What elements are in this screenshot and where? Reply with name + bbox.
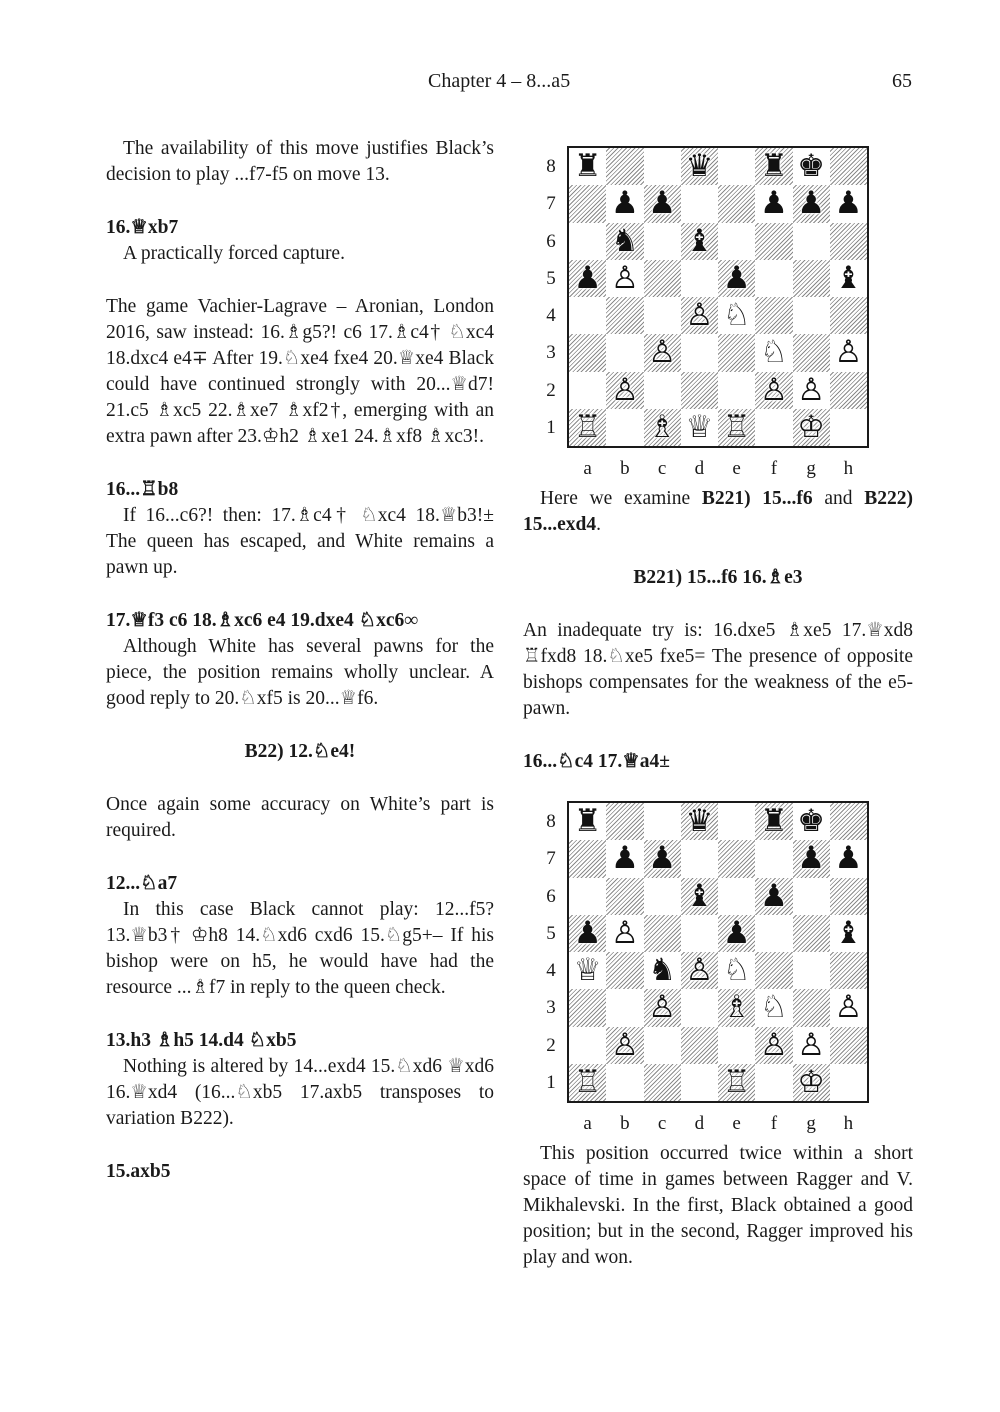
board-square — [644, 1027, 681, 1064]
rank-label: 7 — [546, 848, 556, 870]
board-square — [830, 334, 867, 371]
board-square — [793, 223, 830, 260]
move-heading-15: 15.axb5 — [106, 1161, 171, 1182]
board-square — [793, 878, 830, 915]
board-square — [681, 372, 718, 409]
black-rook-icon: ♜ — [759, 803, 788, 840]
board-square — [681, 1027, 718, 1064]
board-square — [681, 409, 718, 446]
chapter-title: Chapter 4 – 8...a5 — [428, 70, 571, 92]
board-square — [718, 297, 755, 334]
black-pawn-icon: ♟ — [648, 185, 677, 222]
black-pawn-icon: ♟ — [797, 185, 826, 222]
board-square — [755, 952, 792, 989]
black-pawn-icon: ♟ — [573, 914, 602, 951]
file-label: h — [843, 458, 854, 479]
board-square — [755, 878, 792, 915]
board-square — [569, 803, 606, 840]
board-square — [644, 952, 681, 989]
file-label: g — [806, 1113, 816, 1134]
board-square — [681, 803, 718, 840]
white-queen-icon: ♕ — [685, 408, 714, 445]
white-pawn-icon: ♙ — [648, 334, 677, 371]
white-pawn-icon: ♙ — [685, 952, 714, 989]
white-knight-icon: ♘ — [759, 334, 788, 371]
white-pawn-icon: ♙ — [797, 371, 826, 408]
board-square — [830, 915, 867, 952]
move-16-note: A practically forced capture. — [123, 243, 345, 264]
black-king-icon: ♚ — [797, 803, 826, 840]
board-square — [830, 878, 867, 915]
board-square — [644, 297, 681, 334]
board-square — [569, 297, 606, 334]
white-queen-icon: ♕ — [573, 952, 602, 989]
board-square — [755, 840, 792, 877]
board-square — [681, 989, 718, 1026]
b22-paragraph: Once again some accuracy on White’s part is required. — [106, 794, 494, 841]
black-queen-icon: ♛ — [685, 803, 714, 840]
black-queen-icon: ♛ — [685, 148, 714, 185]
white-pawn-icon: ♙ — [648, 989, 677, 1026]
black-king-icon: ♚ — [797, 148, 826, 185]
file-label: e — [732, 458, 741, 479]
board-square — [793, 840, 830, 877]
board-square — [755, 372, 792, 409]
rank-label: 7 — [546, 193, 556, 215]
board-square — [606, 409, 643, 446]
game-note-paragraph: The game Vachier-Lagrave – Aronian, London 2016, saw instead: 16.♗g5?! c6 17.♗c4† ♘xc4 18.dxc4 e4∓ After 19.♘xe4 fxe4 20.♕xe4 Black could have continued strongly with 20...♕d7! 21.c5 ♗xc5 22.♗xe7 ♗xf2†, emerging with an extra pawn after 23.♔h2 ♗xe1 24.♗xf8 ♗xc3!. — [106, 296, 494, 447]
board-square — [755, 223, 792, 260]
board-square — [718, 840, 755, 877]
board-square — [793, 297, 830, 334]
white-rook-icon: ♖ — [573, 1063, 602, 1100]
black-knight-icon: ♞ — [610, 222, 639, 259]
file-label: c — [657, 1113, 667, 1134]
board-square — [606, 148, 643, 185]
section-heading-b22: B22) 12.♘e4! — [244, 741, 356, 762]
board-square — [644, 803, 681, 840]
board-square — [569, 1027, 606, 1064]
board-square — [793, 372, 830, 409]
file-labels — [567, 1111, 869, 1137]
black-rook-icon: ♜ — [759, 148, 788, 185]
board-square — [606, 334, 643, 371]
board-square — [569, 185, 606, 222]
board-square — [681, 1064, 718, 1101]
white-king-icon: ♔ — [797, 1063, 826, 1100]
rank-label: 6 — [546, 885, 556, 907]
board-square — [681, 297, 718, 334]
board-square — [681, 915, 718, 952]
board-square — [718, 223, 755, 260]
board-square — [830, 260, 867, 297]
board-square — [681, 840, 718, 877]
board-square — [644, 840, 681, 877]
board-square — [793, 334, 830, 371]
black-pawn-icon: ♟ — [573, 259, 602, 296]
white-bishop-icon: ♗ — [648, 408, 677, 445]
white-rook-icon: ♖ — [722, 1063, 751, 1100]
black-bishop-icon: ♝ — [834, 914, 863, 951]
move-heading-16b: 16...♖b8 — [106, 479, 179, 500]
board-square — [681, 223, 718, 260]
board-square — [644, 409, 681, 446]
board-square — [606, 989, 643, 1026]
white-pawn-icon: ♙ — [685, 297, 714, 334]
file-label: d — [694, 1113, 705, 1134]
board-square — [755, 1064, 792, 1101]
black-knight-icon: ♞ — [648, 952, 677, 989]
board-square — [793, 952, 830, 989]
diagram-intro-paragraph — [523, 486, 913, 538]
right-column — [523, 136, 913, 1271]
black-pawn-icon: ♟ — [759, 877, 788, 914]
white-pawn-icon: ♙ — [834, 334, 863, 371]
move-16b-note: If 16...c6?! then: 17.♗c4† ♘xc4 18.♕b3!± The queen has escaped, and White remains a pawn up. — [106, 505, 494, 578]
board-square — [755, 297, 792, 334]
final-paragraph: This position occurred twice within a short space of time in games between Ragger and V. Mikhalevski. In the first, Black obtained a good position; but in the second, Ragger improved his play and won. — [523, 1143, 913, 1268]
file-label: b — [620, 458, 630, 479]
board-square — [569, 1064, 606, 1101]
running-head — [0, 70, 1000, 100]
board-square — [755, 409, 792, 446]
board-square — [644, 915, 681, 952]
board-square — [644, 878, 681, 915]
board-square — [681, 952, 718, 989]
board-square — [606, 915, 643, 952]
move-12-note: In this case Black cannot play: 12...f5? 13.♕b3† ♔h8 14.♘xd6 cxd6 15.♘g5+– If his bishop were on h5, he would have had the resource ...♗f7 in reply to the queen check. — [106, 899, 494, 998]
chess-diagram-1 — [523, 140, 913, 486]
black-pawn-icon: ♟ — [610, 840, 639, 877]
board-square — [681, 185, 718, 222]
left-column — [106, 136, 494, 1185]
board-square — [569, 409, 606, 446]
board-square — [569, 840, 606, 877]
board-square — [606, 185, 643, 222]
board-square — [793, 915, 830, 952]
white-pawn-icon: ♙ — [610, 371, 639, 408]
board-square — [606, 223, 643, 260]
board-square — [718, 1027, 755, 1064]
file-labels — [567, 456, 869, 482]
board-square — [718, 803, 755, 840]
rank-label: 1 — [546, 1071, 556, 1093]
rank-label: 3 — [546, 997, 556, 1019]
board-square — [755, 148, 792, 185]
section-heading-b221: B221) 15...f6 16.♗e3 — [633, 567, 803, 588]
board-square — [644, 223, 681, 260]
board-square — [830, 1064, 867, 1101]
board-square — [718, 915, 755, 952]
board-square — [644, 334, 681, 371]
chess-board — [567, 146, 869, 448]
black-rook-icon: ♜ — [573, 148, 602, 185]
board-square — [644, 148, 681, 185]
board-square — [755, 334, 792, 371]
file-label: a — [583, 458, 592, 479]
board-square — [755, 260, 792, 297]
board-square — [755, 185, 792, 222]
board-square — [569, 260, 606, 297]
white-pawn-icon: ♙ — [759, 371, 788, 408]
board-square — [718, 334, 755, 371]
intro-paragraph: The availability of this move justifies Black’s decision to play ...f7-f5 on move 13. — [106, 138, 494, 185]
file-label: h — [843, 1113, 854, 1134]
board-square — [569, 915, 606, 952]
black-rook-icon: ♜ — [573, 803, 602, 840]
intro-text-part: Here we examine — [540, 488, 702, 509]
board-square — [606, 260, 643, 297]
board-square — [830, 297, 867, 334]
board-square — [830, 372, 867, 409]
board-square — [569, 952, 606, 989]
board-square — [755, 989, 792, 1026]
board-square — [606, 1064, 643, 1101]
black-pawn-icon: ♟ — [759, 185, 788, 222]
board-square — [644, 1064, 681, 1101]
board-square — [755, 915, 792, 952]
variation-b222-ref: B222) 15...exd4 — [523, 488, 914, 535]
chess-diagram-2 — [523, 795, 913, 1141]
board-square — [830, 989, 867, 1026]
board-square — [793, 803, 830, 840]
black-pawn-icon: ♟ — [797, 840, 826, 877]
board-square — [644, 260, 681, 297]
file-label: b — [620, 1113, 630, 1134]
black-pawn-icon: ♟ — [722, 914, 751, 951]
board-square — [718, 1064, 755, 1101]
file-label: d — [694, 458, 705, 479]
black-bishop-icon: ♝ — [834, 259, 863, 296]
board-square — [606, 803, 643, 840]
move-17-note: Although White has several pawns for the piece, the position remains wholly unclear. A good reply to 20.♘xf5 is 20...♕f6. — [106, 636, 494, 709]
black-bishop-icon: ♝ — [685, 222, 714, 259]
board-square — [830, 840, 867, 877]
board-square — [830, 803, 867, 840]
board-square — [718, 878, 755, 915]
white-pawn-icon: ♙ — [759, 1026, 788, 1063]
rank-label: 4 — [546, 960, 556, 981]
rank-label: 2 — [546, 1034, 556, 1056]
board-square — [793, 185, 830, 222]
move-13-note: Nothing is altered by 14...exd4 15.♘xd6 ♕xd6 16.♕xd4 (16...♘xb5 17.axb5 transposes to variation B222). — [106, 1056, 494, 1129]
black-pawn-icon: ♟ — [834, 840, 863, 877]
white-pawn-icon: ♙ — [797, 1026, 826, 1063]
rank-label: 2 — [546, 379, 556, 401]
move-heading-16: 16.♕xb7 — [106, 217, 179, 238]
white-pawn-icon: ♙ — [610, 259, 639, 296]
board-square — [830, 409, 867, 446]
board-square — [718, 989, 755, 1026]
board-square — [830, 1027, 867, 1064]
white-pawn-icon: ♙ — [610, 1026, 639, 1063]
b221-paragraph: An inadequate try is: 16.dxe5 ♗xe5 17.♕xd8 ♖fxd8 18.♘xe5 fxe5= The presence of opposite bishops compensates for the weakness of the e5-pawn. — [523, 620, 913, 719]
board-square — [569, 334, 606, 371]
black-bishop-icon: ♝ — [685, 877, 714, 914]
white-rook-icon: ♖ — [722, 408, 751, 445]
board-square — [718, 260, 755, 297]
chess-board — [567, 801, 869, 1103]
board-square — [569, 878, 606, 915]
board-square — [755, 803, 792, 840]
rank-label: 8 — [546, 156, 556, 177]
board-square — [718, 952, 755, 989]
board-square — [681, 148, 718, 185]
intro-text-part: . — [596, 514, 601, 535]
rank-label: 1 — [546, 416, 556, 438]
board-square — [606, 372, 643, 409]
board-square — [718, 409, 755, 446]
board-square — [569, 223, 606, 260]
move-heading-16c: 16...♘c4 17.♕a4± — [523, 751, 670, 772]
file-label: e — [732, 1113, 741, 1134]
rank-label: 5 — [546, 267, 556, 289]
rank-label: 8 — [546, 811, 556, 832]
white-knight-icon: ♘ — [722, 952, 751, 989]
board-square — [606, 840, 643, 877]
board-square — [644, 989, 681, 1026]
black-pawn-icon: ♟ — [722, 259, 751, 296]
black-pawn-icon: ♟ — [610, 185, 639, 222]
black-pawn-icon: ♟ — [648, 840, 677, 877]
board-square — [718, 148, 755, 185]
board-square — [606, 1027, 643, 1064]
move-heading-13: 13.h3 ♗h5 14.d4 ♘xb5 — [106, 1030, 297, 1051]
rank-label: 6 — [546, 230, 556, 252]
white-bishop-icon: ♗ — [722, 989, 751, 1026]
board-square — [644, 185, 681, 222]
board-square — [793, 409, 830, 446]
board-square — [606, 297, 643, 334]
variation-b221-ref: B221) 15...f6 — [701, 488, 813, 509]
board-square — [755, 1027, 792, 1064]
board-square — [718, 372, 755, 409]
board-square — [793, 1027, 830, 1064]
board-square — [681, 260, 718, 297]
white-knight-icon: ♘ — [759, 989, 788, 1026]
white-knight-icon: ♘ — [722, 297, 751, 334]
file-label: f — [770, 458, 778, 479]
white-rook-icon: ♖ — [573, 408, 602, 445]
file-label: a — [583, 1113, 592, 1134]
board-square — [718, 185, 755, 222]
board-square — [681, 878, 718, 915]
white-pawn-icon: ♙ — [610, 914, 639, 951]
white-king-icon: ♔ — [797, 408, 826, 445]
move-heading-17: 17.♕f3 c6 18.♗xc6 e4 19.dxe4 ♘xc6∞ — [106, 610, 419, 631]
white-pawn-icon: ♙ — [834, 989, 863, 1026]
move-heading-12: 12...♘a7 — [106, 873, 178, 894]
black-pawn-icon: ♟ — [834, 185, 863, 222]
board-square — [830, 148, 867, 185]
board-square — [830, 223, 867, 260]
board-square — [569, 989, 606, 1026]
board-square — [681, 334, 718, 371]
board-square — [793, 1064, 830, 1101]
board-square — [830, 185, 867, 222]
board-square — [830, 952, 867, 989]
page-number: 65 — [892, 70, 912, 92]
intro-text-part: and — [812, 488, 865, 509]
board-square — [569, 372, 606, 409]
file-label: g — [806, 458, 816, 479]
board-square — [793, 989, 830, 1026]
file-label: c — [657, 458, 667, 479]
rank-label: 4 — [546, 305, 556, 326]
board-square — [606, 878, 643, 915]
board-square — [569, 148, 606, 185]
board-square — [606, 952, 643, 989]
board-square — [793, 260, 830, 297]
file-label: f — [770, 1113, 778, 1134]
board-square — [793, 148, 830, 185]
rank-label: 5 — [546, 922, 556, 944]
board-square — [644, 372, 681, 409]
rank-label: 3 — [546, 342, 556, 364]
